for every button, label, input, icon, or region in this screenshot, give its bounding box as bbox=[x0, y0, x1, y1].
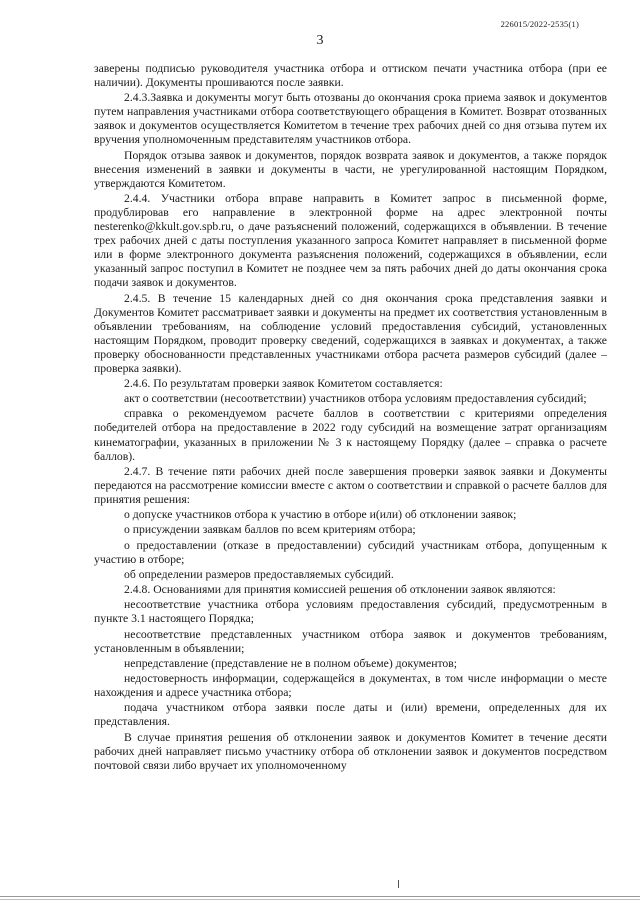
list-item-nonconformity-conditions: несоответствие участника отбора условиям предоставления субсидий, предусмотренным в пункте 3.1 настоящего Порядка; bbox=[94, 598, 607, 626]
list-item-nonconformity-documents: несоответствие представленных участником отбора заявок и документов требованиям, установленным в объявлении; bbox=[94, 627, 607, 655]
paragraph-withdrawal-procedure: Порядок отзыва заявок и документов, порядок возврата заявок и документов, а также порядок внесения изменений в заявки и документы в части, не урегулированной настоящим Порядком, утверждаются Комитетом. bbox=[94, 148, 607, 190]
document-id: 226015/2022-2535(1) bbox=[500, 19, 579, 29]
list-item-non-submission: непредставление (представление не в полном объеме) документов; bbox=[124, 656, 458, 670]
paragraph-2-4-7: 2.4.7. В течение пяти рабочих дней после завершения проверки заявок заявки и Документы передаются на рассмотрение комиссии вместе с актом о соответствии и справкой о расчете баллов для принятия решения: bbox=[94, 464, 607, 506]
list-item-admission: о допуске участников отбора к участию в отборе и(или) об отклонении заявок; bbox=[124, 508, 517, 522]
document-body bbox=[94, 62, 607, 774]
list-item-score-reference: справка о рекомендуемом расчете баллов в соответствии с критериями определения победителей отбора на предоставление в 2022 году субсидий на возмещение затрат организациям кинематографии, указанных в приложении № 3 к настоящему Порядку (далее – справка о расчете баллов). bbox=[94, 407, 607, 463]
list-item-unreliable-info: недостоверность информации, содержащейся в документах, в том числе информации о месте нахождения и адресе участника отбора; bbox=[94, 672, 607, 700]
scan-mark bbox=[398, 880, 399, 888]
paragraph-2-4-3: 2.4.3.Заявка и документы могут быть отозваны до окончания срока приема заявок и документов путем направления участниками отбора соответствующего обращения в Комитет. Возврат отозванных заявок и документов осуществляется Комитетом в течение трех рабочих дней со дня отзыва путем их вручения уполномоченным представителям участников отбора. bbox=[94, 91, 607, 147]
paragraph-2-4-5: 2.4.5. В течение 15 календарных дней со дня окончания срока представления заявки и Документов Комитет рассматривает заявки и документы на предмет их соответствия установленным в объявлении требованиям, на соблюдение условий предоставления субсидий, установленных настоящим Порядком, проводит проверку сведений, содержащихся в заявках и документах, а также проверку обоснованности представленных участниками отбора расчета размеров субсидий (далее – проверка заявки). bbox=[94, 291, 607, 375]
paragraph-2-4-6: 2.4.6. По результатам проверки заявок Комитетом составляется: bbox=[124, 376, 443, 390]
scan-edge-line bbox=[0, 899, 640, 900]
paragraph-2-4-4: 2.4.4. Участники отбора вправе направить в Комитет запрос в письменной форме, продублировав его направление в электронной форме на адрес электронной почты nesterenko@kkult.gov.spb.ru, о даче разъяснений положений, содержащихся в объявлении. В течение трех рабочих дней с даты поступления указанного запроса Комитет направляет в письменной форме или в форме электронного документа разъяснения положений, содержащихся в объявлении, если указанный запрос поступил в Комитет не позднее чем за пять рабочих дней до даты окончания срока подачи заявок и документов. bbox=[94, 191, 607, 290]
list-item-late-submission: подача участником отбора заявки после даты и (или) времени, определенных для их представления. bbox=[94, 701, 607, 729]
list-item-subsidy-size: об определении размеров предоставляемых субсидий. bbox=[124, 567, 394, 581]
paragraph-2-4-8: 2.4.8. Основаниями для принятия комиссией решения об отклонении заявок являются: bbox=[124, 583, 556, 597]
list-item-act: акт о соответствии (несоответствии) участников отбора условиям предоставления субсидий; bbox=[124, 392, 587, 406]
scan-edge-line bbox=[0, 896, 640, 897]
list-item-grant-decision: о предоставлении (отказе в предоставлении) субсидий участникам отбора, допущенным к участию в отборе; bbox=[94, 538, 607, 566]
list-item-scoring: о присуждении заявкам баллов по всем критериям отбора; bbox=[124, 523, 416, 537]
paragraph-continuation: заверены подписью руководителя участника отбора и оттиском печати участника отбора (при ее наличии). Документы прошиваются после заявки. bbox=[94, 62, 607, 90]
paragraph-rejection-notice: В случае принятия решения об отклонении заявок и документов Комитет в течение десяти рабочих дней направляет письмо участнику отбора об отклонении заявок и документов посредством почтовой связи либо вручает их уполномоченному bbox=[94, 730, 607, 772]
page-number: 3 bbox=[316, 33, 324, 48]
